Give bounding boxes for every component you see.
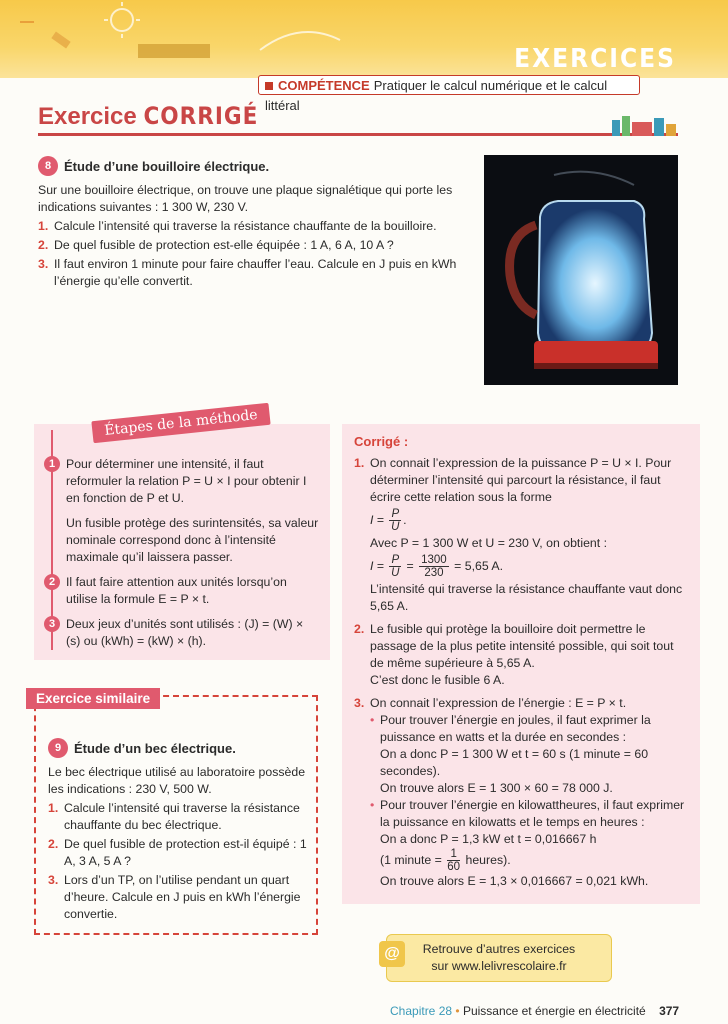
question-1: 1. Calcule l’intensité qui traverse la résistance chauffante du bec électrique. xyxy=(48,801,300,832)
answer-2: 2. Le fusible qui protège la bouilloire doit permettre le passage de la plus petite intensité possible, qui soit tout de même supérieure à 5,65 A. C’est donc le fusible 6 A. xyxy=(354,622,674,687)
correction-title: Corrigé : xyxy=(354,434,409,449)
competence-label: COMPÉTENCE xyxy=(278,78,370,93)
question-2: 2. De quel fusible de protection est-il équipé : 1 A, 3 A, 5 A ? xyxy=(48,837,307,868)
footer-chapter: Chapitre 28 xyxy=(390,1004,453,1018)
callout-line2[interactable]: sur www.lelivrescolaire.fr xyxy=(431,959,567,973)
exercise-9 xyxy=(48,738,310,923)
step-1b: Un fusible protège des surintensités, sa valeur nominale correspond donc à l’intensité maximale qu’il laissera passer. xyxy=(66,516,319,564)
section-title: EXERCICES xyxy=(514,44,676,74)
square-icon xyxy=(265,82,273,90)
question-2: 2. De quel fusible de protection est-elle équipée : 1 A, 6 A, 10 A ? xyxy=(38,238,394,252)
callout-line1: Retrouve d’autres exercices xyxy=(422,942,576,956)
question-1: 1. Calcule l’intensité qui traverse la résistance chauffante de la bouilloire. xyxy=(38,219,437,233)
step-1a: Pour déterminer une intensité, il faut reformuler la relation P = U × I pour obtenir I en fonction de P et U. xyxy=(66,457,307,505)
method-title: Étapes de la méthode xyxy=(91,403,270,443)
title-part2: CORRIGÉ xyxy=(143,102,259,130)
correction-content xyxy=(354,434,690,890)
step-badge-3: 3 xyxy=(44,616,60,632)
competence-text: Pratiquer le calcul numérique et le calcul littéral xyxy=(265,78,608,113)
step-2: Il faut faire attention aux unités lorsqu’on utilise la formule E = P × t. xyxy=(66,575,287,606)
exercise-8 xyxy=(38,156,468,290)
step-badge-2: 2 xyxy=(44,574,60,590)
footer-title: Puissance et énergie en électricité xyxy=(462,1004,646,1018)
exercise-title: Étude d’une bouilloire électrique. xyxy=(64,158,270,174)
page-title xyxy=(38,102,258,131)
question-3: 3. Il faut environ 1 minute pour faire chauffer l’eau. Calcule en J puis en kWh l’énergie qu’elle convertit. xyxy=(38,257,457,288)
step-badge-1: 1 xyxy=(44,456,60,472)
title-divider xyxy=(38,133,678,136)
exercise-title: Étude d’un bec électrique. xyxy=(74,740,236,756)
footer xyxy=(390,1004,679,1018)
exercise-intro: Sur une bouilloire électrique, on trouve une plaque signalétique qui porte les indications suivantes : 1 300 W, 230 V. xyxy=(38,183,453,214)
competence-banner xyxy=(258,75,640,113)
exercise-number-badge: 8 xyxy=(38,156,58,176)
at-icon: @ xyxy=(379,941,405,967)
footer-dot: • xyxy=(455,1004,460,1018)
title-part1: Exercice xyxy=(38,103,137,130)
question-3: 3. Lors d’un TP, on l’utilise pendant un quart d’heure. Calcule en J puis en kWh l’énergie convertie. xyxy=(48,873,301,921)
answer-1: 1. On connait l’expression de la puissance P = U × I. Pour déterminer l’intensité qui parcourt la résistance, il faut écrire cette relation sous la forme I = $\frac{P}{U}$ . Avec P = 1 300 W et U = 230 V, on obtient : I = $\frac{P}{U}$ = $\frac{1300}{230}$ = 5,65 A. L’intensité qui traverse la résistance chauffante vaut donc 5,65 A. xyxy=(354,456,683,613)
step-3: Deux jeux d’unités sont utilisés : (J) = (W) × (s) ou (kWh) = (kW) × (h). xyxy=(66,617,304,648)
page-number: 377 xyxy=(659,1004,680,1018)
books-icon xyxy=(612,110,676,136)
answer-3: 3. On connait l’expression de l’énergie : E = P × t. • Pour trouver l’énergie en joules, il faut exprimer la puissance en watts et la durée en secondes : On a donc P = 1 300 W et t = 60 s (1 minute = 60 secondes). On trouve alors E = 1 300 × 60 = 78 000 J. • Pour trouver l’énergie en kilowattheures, il faut exprimer la puissance en kilowatts et le temps en heures : On a donc P = 1,3 kW et t = 0,016667 h (1 minute = $\frac{1}{60}$ heures). On trouve alors E = 1,3 × 0,016667 = 0,021 kWh. xyxy=(354,696,685,888)
kettle-photo xyxy=(484,155,678,385)
website-callout[interactable] xyxy=(386,934,612,982)
method-steps xyxy=(44,456,320,650)
exercise-intro: Le bec électrique utilisé au laboratoire possède les indications : 230 V, 500 W. xyxy=(48,765,306,796)
exercise-number-badge: 9 xyxy=(48,738,68,758)
similar-exercise-tab: Exercice similaire xyxy=(26,688,160,709)
